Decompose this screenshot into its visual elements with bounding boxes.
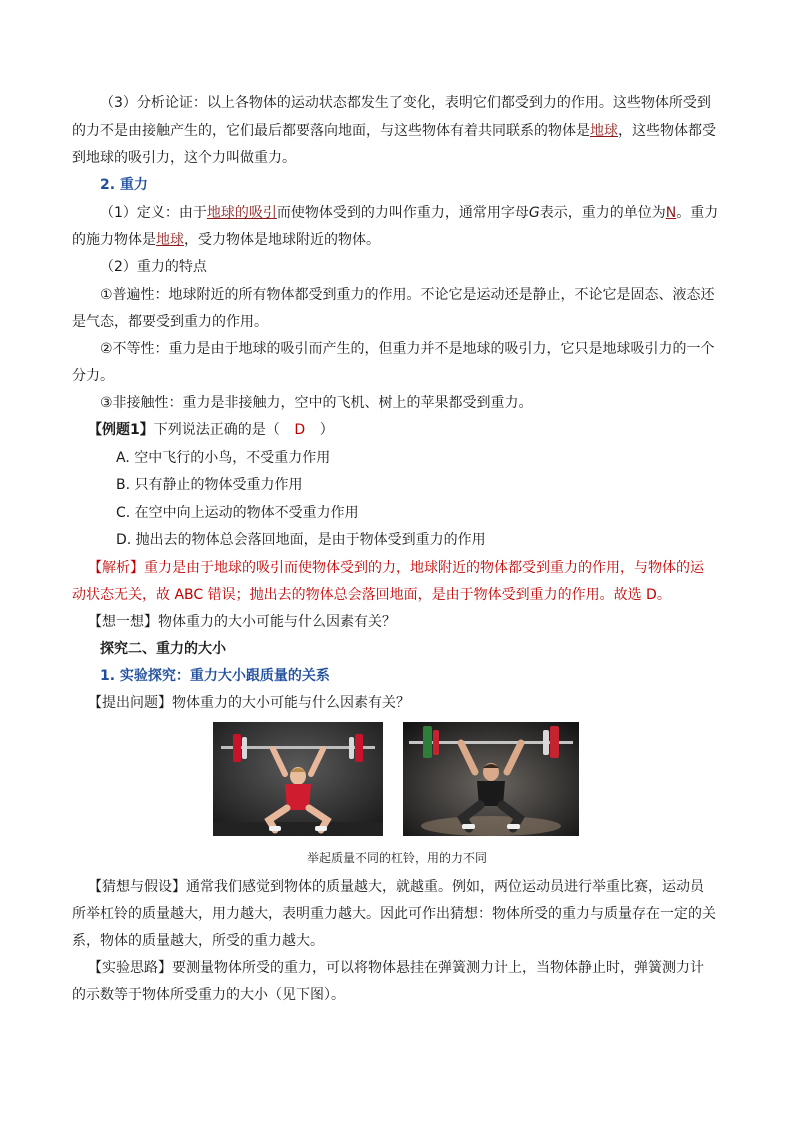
example-question: 【例题1】下列说法正确的是（ D ） [88, 422, 334, 438]
feature-universal-1: ①普遍性：地球附近的所有物体都受到重力的作用。不论它是运动还是静止，不论它是固态、液态还 [100, 287, 715, 303]
analysis-line-1: （3）分析论证：以上各物体的运动状态都发生了变化，表明它们都受到力的作用。这些物体所受到 [100, 95, 711, 111]
feature-unequal-1: ②不等性：重力是由于地球的吸引而产生的，但重力并不是地球的吸引力，它只是地球吸引力的一个 [100, 341, 715, 357]
answer-earth-1: 地球 [590, 123, 618, 139]
section-heading-gravity: 2. 重力 [100, 177, 148, 193]
ask-question: 【提出问题】物体重力的大小可能与什么因素有关？ [88, 695, 410, 711]
answer-unit-n: N [665, 205, 677, 221]
weightlifter-photo-red [213, 722, 383, 836]
example-answer: D [294, 422, 306, 438]
idea-line-1: 【实验思路】要测量物体所受的重力，可以将物体悬挂在弹簧测力计上，当物体静止时，弹簧测力计 [88, 960, 704, 976]
feature-noncontact: ③非接触性：重力是非接触力，空中的飞机、树上的苹果都受到重力。 [100, 395, 533, 411]
option-b: B. 只有静止的物体受重力作用 [116, 477, 303, 493]
think-prompt: 【想一想】物体重力的大小可能与什么因素有关？ [88, 614, 396, 630]
analysis-line-3: 到地球的吸引力，这个力叫做重力。 [72, 150, 296, 166]
features-title: （2）重力的特点 [100, 259, 207, 275]
section-heading-magnitude: 探究二、重力的大小 [100, 641, 226, 657]
solution-line-2: 动状态无关，故 ABC 错误；抛出去的物体总会落回地面，是由于物体受到重力的作用。故选 D。 [72, 587, 671, 603]
idea-line-2: 的示数等于物体所受重力的大小（见下图）。 [72, 987, 345, 1003]
option-d: D. 抛出去的物体总会落回地面，是由于物体受到重力的作用 [116, 532, 486, 548]
definition-line-2: 的施力物体是地球，受力物体是地球附近的物体。 [72, 232, 380, 248]
figure-caption: 举起质量不同的杠铃，用的力不同 [306, 851, 487, 865]
feature-universal-2: 是气态，都要受到重力的作用。 [72, 314, 268, 330]
hypothesis-line-2: 所举杠铃的质量越大，用力越大，表明重力越大。因此可作出猜想：物体所受的重力与质量存在一定的关 [72, 906, 716, 922]
definition-line-1: （1）定义：由于地球的吸引而使物体受到的力叫作重力，通常用字母G表示，重力的单位为N。重力 [100, 205, 719, 221]
option-a: A. 空中飞行的小鸟，不受重力作用 [116, 450, 331, 466]
hypothesis-line-1: 【猜想与假设】通常我们感觉到物体的质量越大，就越重。例如，两位运动员进行举重比赛，运动员 [88, 879, 704, 895]
feature-unequal-2: 分力。 [72, 368, 114, 384]
weightlifter-photo-black [403, 722, 579, 836]
solution-line-1: 【解析】重力是由于地球的吸引而使物体受到的力，地球附近的物体都受到重力的作用，与物体的运 [88, 560, 704, 576]
answer-earth-attraction: 地球的吸引 [206, 205, 277, 221]
hypothesis-line-3: 系，物体的质量越大，所受的重力越大。 [72, 933, 324, 949]
experiment-heading: 1. 实验探究：重力大小跟质量的关系 [100, 668, 330, 684]
answer-earth-2: 地球 [156, 232, 184, 248]
option-c: C. 在空中向上运动的物体不受重力作用 [116, 505, 359, 521]
analysis-line-2: 的力不是由接触产生的，它们最后都要落向地面，与这些物体有着共同联系的物体是地球，这些物体都受 [72, 123, 716, 139]
